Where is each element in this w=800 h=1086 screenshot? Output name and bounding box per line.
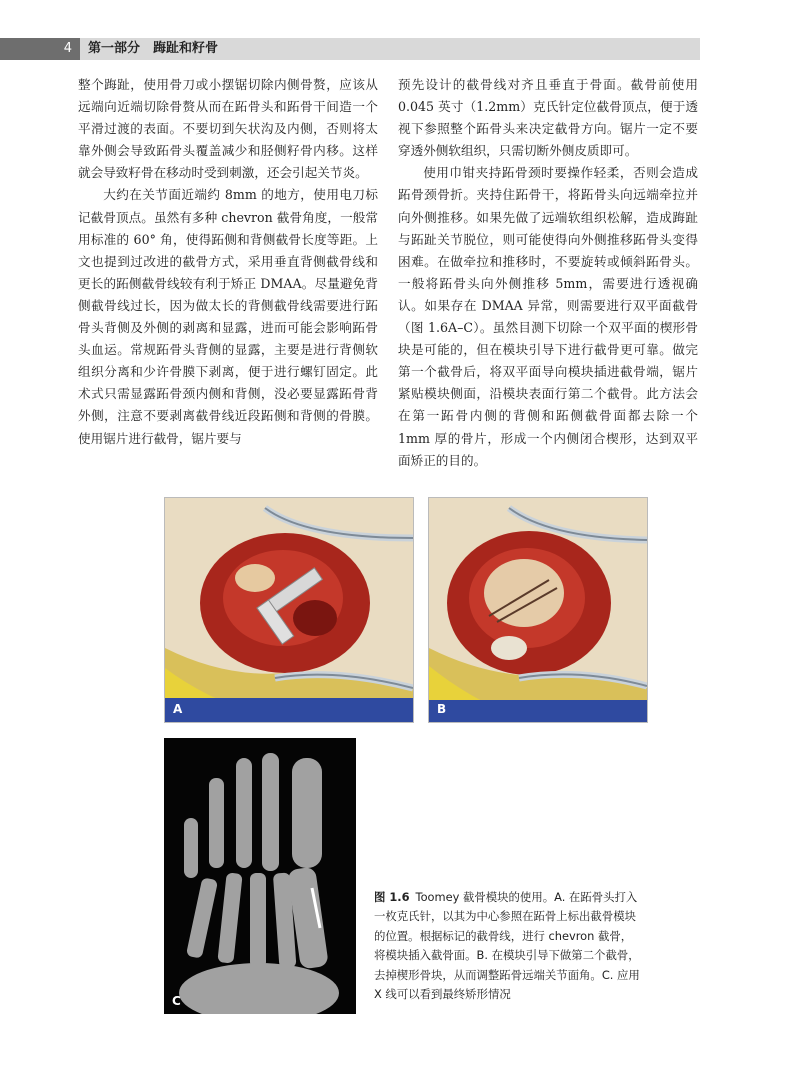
panel-label-a: A xyxy=(173,702,183,716)
caption-text: Toomey 截骨模块的使用。A. 在跖骨头打入一枚克氏针，以其为中心参照在跖骨上标出截骨模块的位置。根据标记的截骨线，进行 chevron 截骨，将模块插入截骨面。B. 在模块引导下做第二个截骨，去掉楔形骨块，从而调整跖骨远端关节面角。C. 应用 X 线可以看到最终矫形情况 xyxy=(374,890,640,1002)
figure-caption xyxy=(374,888,642,1004)
paragraph: 大约在关节面近端约 8mm 的地方，使用电刀标记截骨顶点。虽然有多种 chevron 截骨角度，一般常用标准的 60° 角，使得跖侧和背侧截骨长度等距。上文也提到过改进的截骨方式，采用垂直背侧截骨线和更长的跖侧截骨线较有利于矫正 DMAA。尽量避免背侧截骨线过长，因为做太长的背侧截骨线需要进行跖骨头背侧及外侧的剥离和显露，进而可能会影响跖骨头血运。常规跖骨头背侧的显露，主要是进行背侧软组织分离和少许骨膜下剥离，便于进行螺钉固定。此术式只需显露跖骨颈内侧和背侧，没必要显露跖骨背外侧，注意不要剥离截骨线近段跖侧和背侧的骨膜。使用锯片进行截骨，锯片要与 xyxy=(78,187,378,446)
left-text-column xyxy=(78,74,378,450)
panel-label-b: B xyxy=(437,702,447,716)
panel-label-c: C xyxy=(172,994,181,1008)
right-text-column xyxy=(398,74,698,472)
figure-panel-b-surgical-photo xyxy=(428,497,648,723)
foot-xray-illustration xyxy=(164,738,356,1014)
paragraph: 整个踇趾，使用骨刀或小摆锯切除内侧骨赘，应该从远端向近端切除骨赘从而在跖骨头和跖骨干间造一个平滑过渡的表面。不要切到矢状沟及内侧，否则将太靠外侧会导致跖骨头覆盖减少和胫侧籽骨内移。这样就会导致籽骨在移动时受到刺激，还会引起关节炎。 xyxy=(78,77,378,181)
surgical-photo-b-illustration xyxy=(429,498,647,722)
paragraph: 预先设计的截骨线对齐且垂直于骨面。截骨前使用 0.045 英寸（1.2mm）克氏针定位截骨顶点，便于透视下参照整个跖骨头来决定截骨方向。锯片一定不要穿透外侧软组织，只需切断外侧皮质即可。 xyxy=(398,77,698,159)
figure-panel-a-surgical-photo xyxy=(164,497,414,723)
figure-panel-c-xray xyxy=(164,738,356,1014)
page-number: 4 xyxy=(0,38,80,60)
running-header xyxy=(0,38,700,60)
paragraph: 使用巾钳夹持跖骨颈时要操作轻柔，否则会造成跖骨颈骨折。夹持住跖骨干，将跖骨头向远端牵拉并向外侧推移。如果先做了远端软组织松解，造成踇趾与跖趾关节脱位，则可能使得向外侧推移跖骨头变得困难。在做牵拉和推移时，不要旋转或倾斜跖骨头。一般将跖骨头向外侧推移 5mm，需要进行透视确认。如果存在 DMAA 异常，则需要进行双平面截骨（图 1.6A–C）。虽然目测下切除一个双平面的楔形骨块是可能的，但在模块引导下进行截骨更可靠。做完第一个截骨后，将双平面导向模块插进截骨端，锯片紧贴模块侧面，沿模块表面行第二个截骨。此方法会在第一跖骨内侧的背侧和跖侧截骨面都去除一个 1mm 厚的骨片，形成一个内侧闭合楔形，达到双平面矫正的目的。 xyxy=(398,165,698,468)
surgical-photo-a-illustration xyxy=(165,498,413,722)
section-title: 第一部分 踇趾和籽骨 xyxy=(88,41,219,56)
figure-number: 图 1.6 xyxy=(374,890,410,904)
